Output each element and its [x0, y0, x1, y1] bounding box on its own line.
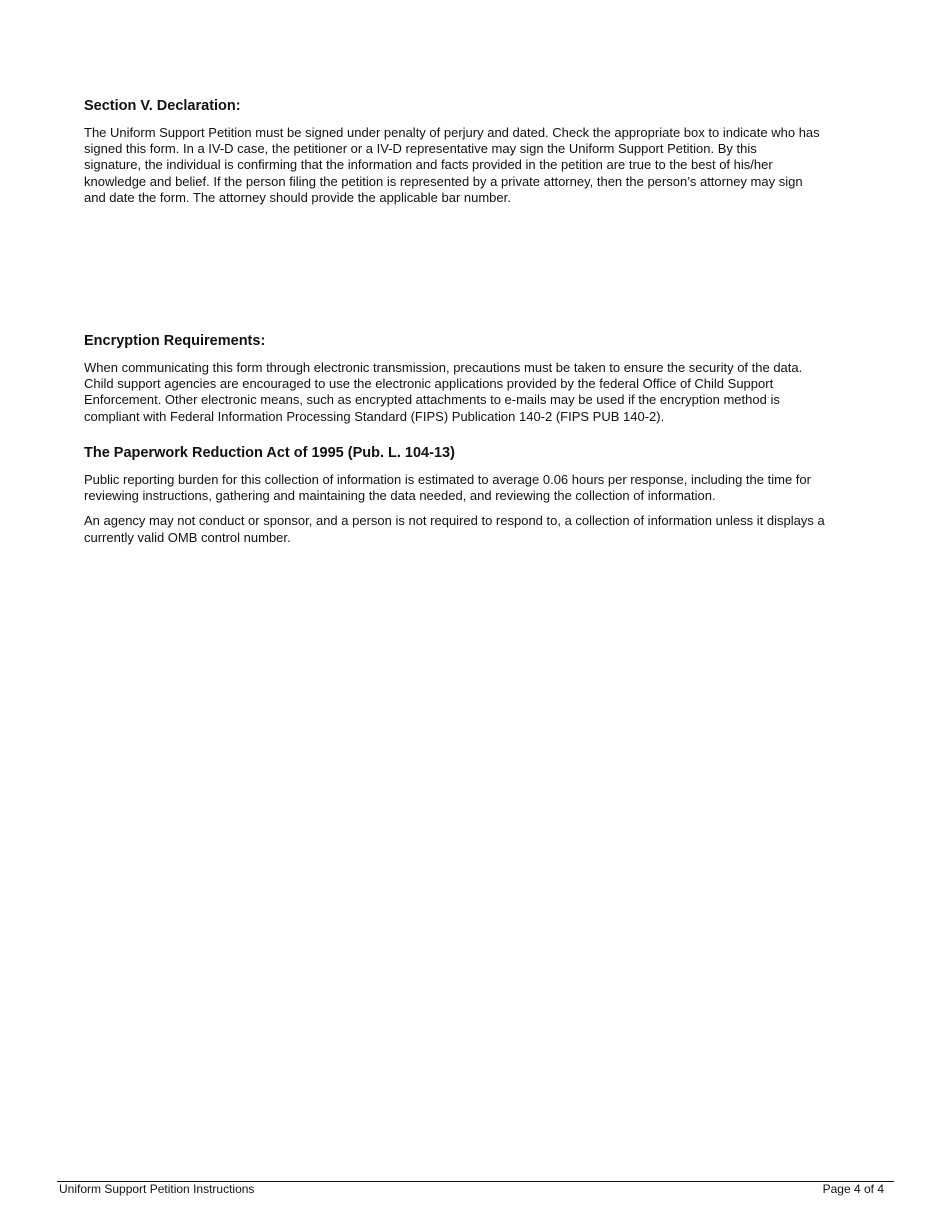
section-heading-paperwork: The Paperwork Reduction Act of 1995 (Pub. L. 104-13)	[84, 445, 455, 461]
section-heading-declaration: Section V. Declaration:	[84, 98, 241, 114]
paperwork-paragraph-burden: Public reporting burden for this collection of information is estimated to average 0.06 hours per response, including the time for reviewing instructions, gathering and maintaining the data needed, and reviewing the collection of information.	[84, 472, 811, 504]
section-heading-encryption: Encryption Requirements:	[84, 333, 266, 349]
section-encryption	[84, 332, 884, 434]
section-paperwork-reduction	[84, 444, 884, 555]
footer-page-number: Page 4 of 4	[822, 1182, 884, 1196]
footer-document-title: Uniform Support Petition Instructions	[59, 1182, 255, 1196]
encryption-paragraph: When communicating this form through electronic transmission, precautions must be taken to ensure the security of the data. Child support agencies are encouraged to use the electronic applications provided by the federal Office of Child Support Enforcement. Other electronic means, such as encrypted attachments to e-mails may be used if the encryption method is compliant with Federal Information Processing Standard (FIPS) Publication 140-2 (FIPS PUB 140-2).	[84, 360, 803, 424]
paperwork-paragraph-omb: An agency may not conduct or sponsor, and a person is not required to respond to, a collection of information unless it displays a currently valid OMB control number.	[84, 513, 825, 545]
declaration-paragraph: The Uniform Support Petition must be signed under penalty of perjury and dated. Check the appropriate box to indicate who has signed this form. In a IV-D case, the petitioner or a IV-D representative may sign the Uniform Support Petition. By this signature, the individual is confirming that the information and facts provided in the petition are true to the best of his/her knowledge and belief. If the person filing the petition is represented by a private attorney, then the person’s attorney may sign and date the form. The attorney should provide the applicable bar number.	[84, 125, 820, 205]
section-declaration	[84, 97, 884, 215]
